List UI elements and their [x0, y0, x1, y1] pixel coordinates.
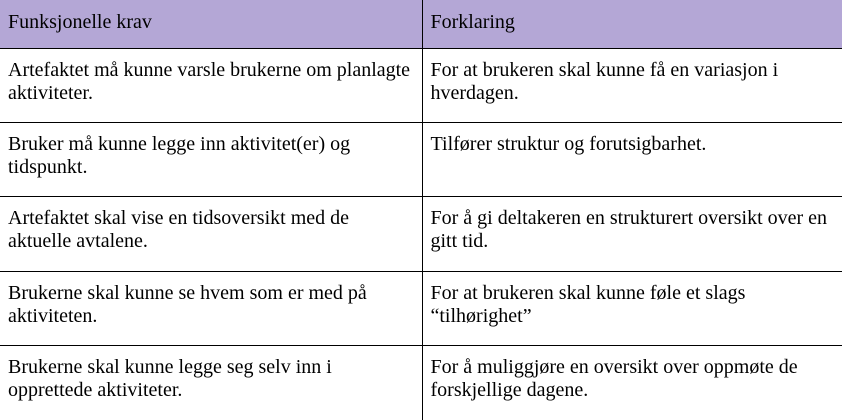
- explanation-cell: For å muliggjøre en oversikt over oppmøte de forskjellige dagene.: [422, 346, 842, 420]
- header-explanation: Forklaring: [422, 0, 842, 48]
- explanation-cell: For å gi deltakeren en strukturert oversikt over en gitt tid.: [422, 197, 842, 271]
- table-row: [0, 122, 842, 196]
- table-row: [0, 346, 842, 420]
- table-row: [0, 271, 842, 345]
- explanation-cell: For at brukeren skal kunne få en variasjon i hverdagen.: [422, 48, 842, 122]
- explanation-cell: Tilfører struktur og forutsigbarhet.: [422, 122, 842, 196]
- header-row: [0, 0, 842, 48]
- requirement-cell: Artefaktet skal vise en tidsoversikt med de aktuelle avtalene.: [0, 197, 422, 271]
- requirement-cell: Artefaktet må kunne varsle brukerne om planlagte aktiviteter.: [0, 48, 422, 122]
- requirement-cell: Brukerne skal kunne legge seg selv inn i opprettede aktiviteter.: [0, 346, 422, 420]
- requirement-cell: Bruker må kunne legge inn aktivitet(er) og tidspunkt.: [0, 122, 422, 196]
- header-functional-requirements: Funksjonelle krav: [0, 0, 422, 48]
- table-row: [0, 197, 842, 271]
- requirement-cell: Brukerne skal kunne se hvem som er med på aktiviteten.: [0, 271, 422, 345]
- table-row: [0, 48, 842, 122]
- explanation-cell: For at brukeren skal kunne føle et slags “tilhørighet”: [422, 271, 842, 345]
